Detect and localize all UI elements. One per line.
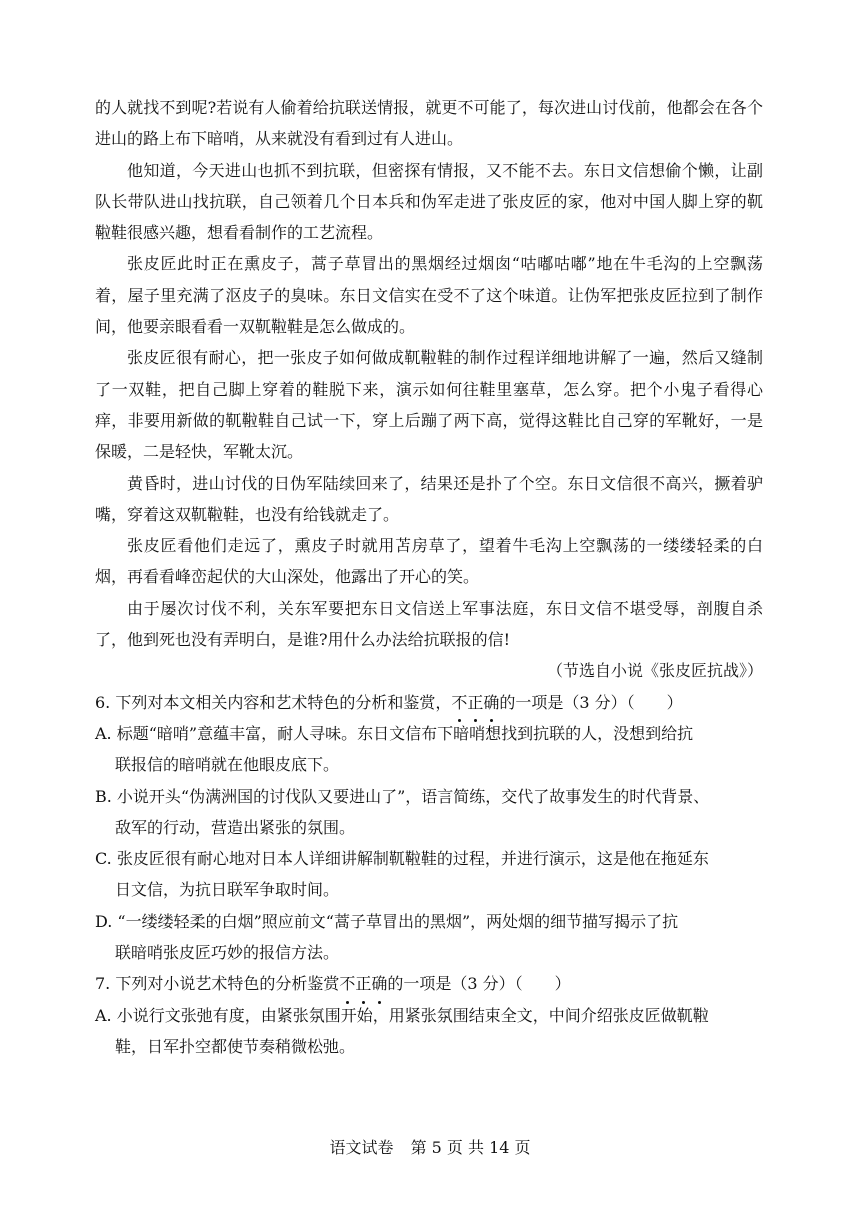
q6-option-b-line-1: B. 小说开头“伪满洲国的讨伐队又要进山了”，语言简练，交代了故事发生的时代背景、 [95,786,710,806]
q6-stem-end: 的一项是（3 分）（ ） [499,692,683,712]
page-footer [0,1137,860,1159]
q6-stem-start: 6. 下列对本文相关内容和艺术特色的分析和鉴赏， [95,692,452,712]
q6-option-b [95,781,763,844]
q6-option-a-line-2: 联报信的暗哨就在他眼皮底下。 [115,755,340,775]
q7-option-a [95,1000,763,1063]
q6-option-a-line-1: A. 标题“暗哨”意蕴丰富，耐人寻味。东日文信布下暗哨想找到抗联的人，没想到给抗 [95,723,694,743]
q6-option-c-line-2: 日文信，为抗日联军争取时间。 [115,880,340,900]
q6-option-b-line-2: 敌军的行动，营造出紧张的氛围。 [115,817,356,837]
question-6-stem [95,687,763,718]
passage-paragraph-7: 由于屡次讨伐不利，关东军要把东日文信送上军事法庭，东日文信不堪受辱，剖腹自杀了，他到死也没有弄明白，是谁?用什么办法给抗联报的信! [95,598,763,650]
q7-option-a-line-2: 鞋，日军扑空都使节奏稍微松弛。 [115,1036,356,1056]
q7-stem-start: 7. 下列对小说艺术特色的分析鉴赏 [95,974,340,994]
page-content [95,92,763,1062]
passage-paragraph-3: 张皮匠此时正在熏皮子，蒿子草冒出的黑烟经过烟囱“咕嘟咕嘟”地在牛毛沟的上空飘荡着，屋子里充满了沤皮子的臭味。东日文信实在受不了这个味道。让伪军把张皮匠拉到了制作间，他要亲眼看看一双靰鞡鞋是怎么做成的。 [95,254,763,337]
q7-emphasis-char-1: 不 [339,968,355,999]
footer-page-number: 第 5 页 共 14 页 [410,1138,531,1157]
q6-option-c-line-1: C. 张皮匠很有耐心地对日本人详细讲解制靰鞡鞋的过程，并进行演示，这是他在拖延东 [95,849,709,869]
passage-source: （节选自小说《张皮匠抗战》） [546,661,763,681]
q6-emphasis-char-1: 不 [451,687,467,718]
q6-option-d [95,906,763,969]
q6-emphasis-char-2: 正 [467,687,483,718]
passage-paragraph-2: 他知道，今天进山也抓不到抗联，但密探有情报，又不能不去。东日文信想偷个懒，让副队长带队进山找抗联，自己领着几个日本兵和伪军走进了张皮匠的家，他对中国人脚上穿的靰鞡鞋很感兴趣，想看看制作的工艺流程。 [95,160,763,243]
q6-option-c [95,843,763,906]
passage-paragraph-6: 张皮匠看他们走远了，熏皮子时就用苫房草了，望着牛毛沟上空飘荡的一缕缕轻柔的白烟，再看看峰峦起伏的大山深处，他露出了开心的笑。 [95,536,763,587]
q7-option-a-line-1: A. 小说行文张弛有度，由紧张氛围开始，用紧张氛围结束全文，中间介绍张皮匠做靰鞡 [95,1005,709,1025]
q7-emphasis-char-3: 确 [371,968,387,999]
passage-paragraph-5: 黄昏时，进山讨伐的日伪军陆续回来了，结果还是扑了个空。东日文信很不高兴，撅着驴嘴，穿着这双靰鞡鞋，也没有给钱就走了。 [95,473,763,524]
q7-stem-end: 的一项是（3 分）（ ） [387,974,571,994]
question-7-stem [95,968,763,999]
footer-subject: 语文试卷 [329,1138,394,1157]
passage-paragraph-4: 张皮匠很有耐心，把一张皮子如何做成靰鞡鞋的制作过程详细地讲解了一遍，然后又缝制了一双鞋，把自己脚上穿着的鞋脱下来，演示如何往鞋里塞草，怎么穿。把个小鬼子看得心痒，非要用新做的靰鞡鞋自己试一下，穿上后蹦了两下高，觉得这鞋比自己穿的军靴好，一是保暖，二是轻快，军靴太沉。 [95,348,763,462]
q6-option-d-line-2: 联暗哨张皮匠巧妙的报信方法。 [115,943,340,963]
q6-option-a [95,718,763,781]
passage-paragraph-1: 的人就找不到呢?若说有人偷着给抗联送情报，就更不可能了，每次进山讨伐前，他都会在各个进山的路上布下暗哨，从来就没有看到过有人进山。 [95,98,763,149]
q6-emphasis-char-3: 确 [483,687,499,718]
q7-emphasis-char-2: 正 [355,968,371,999]
q6-option-d-line-1: D. “一缕缕轻柔的白烟”照应前文“蒿子草冒出的黑烟”，两处烟的细节描写揭示了抗 [95,911,679,931]
